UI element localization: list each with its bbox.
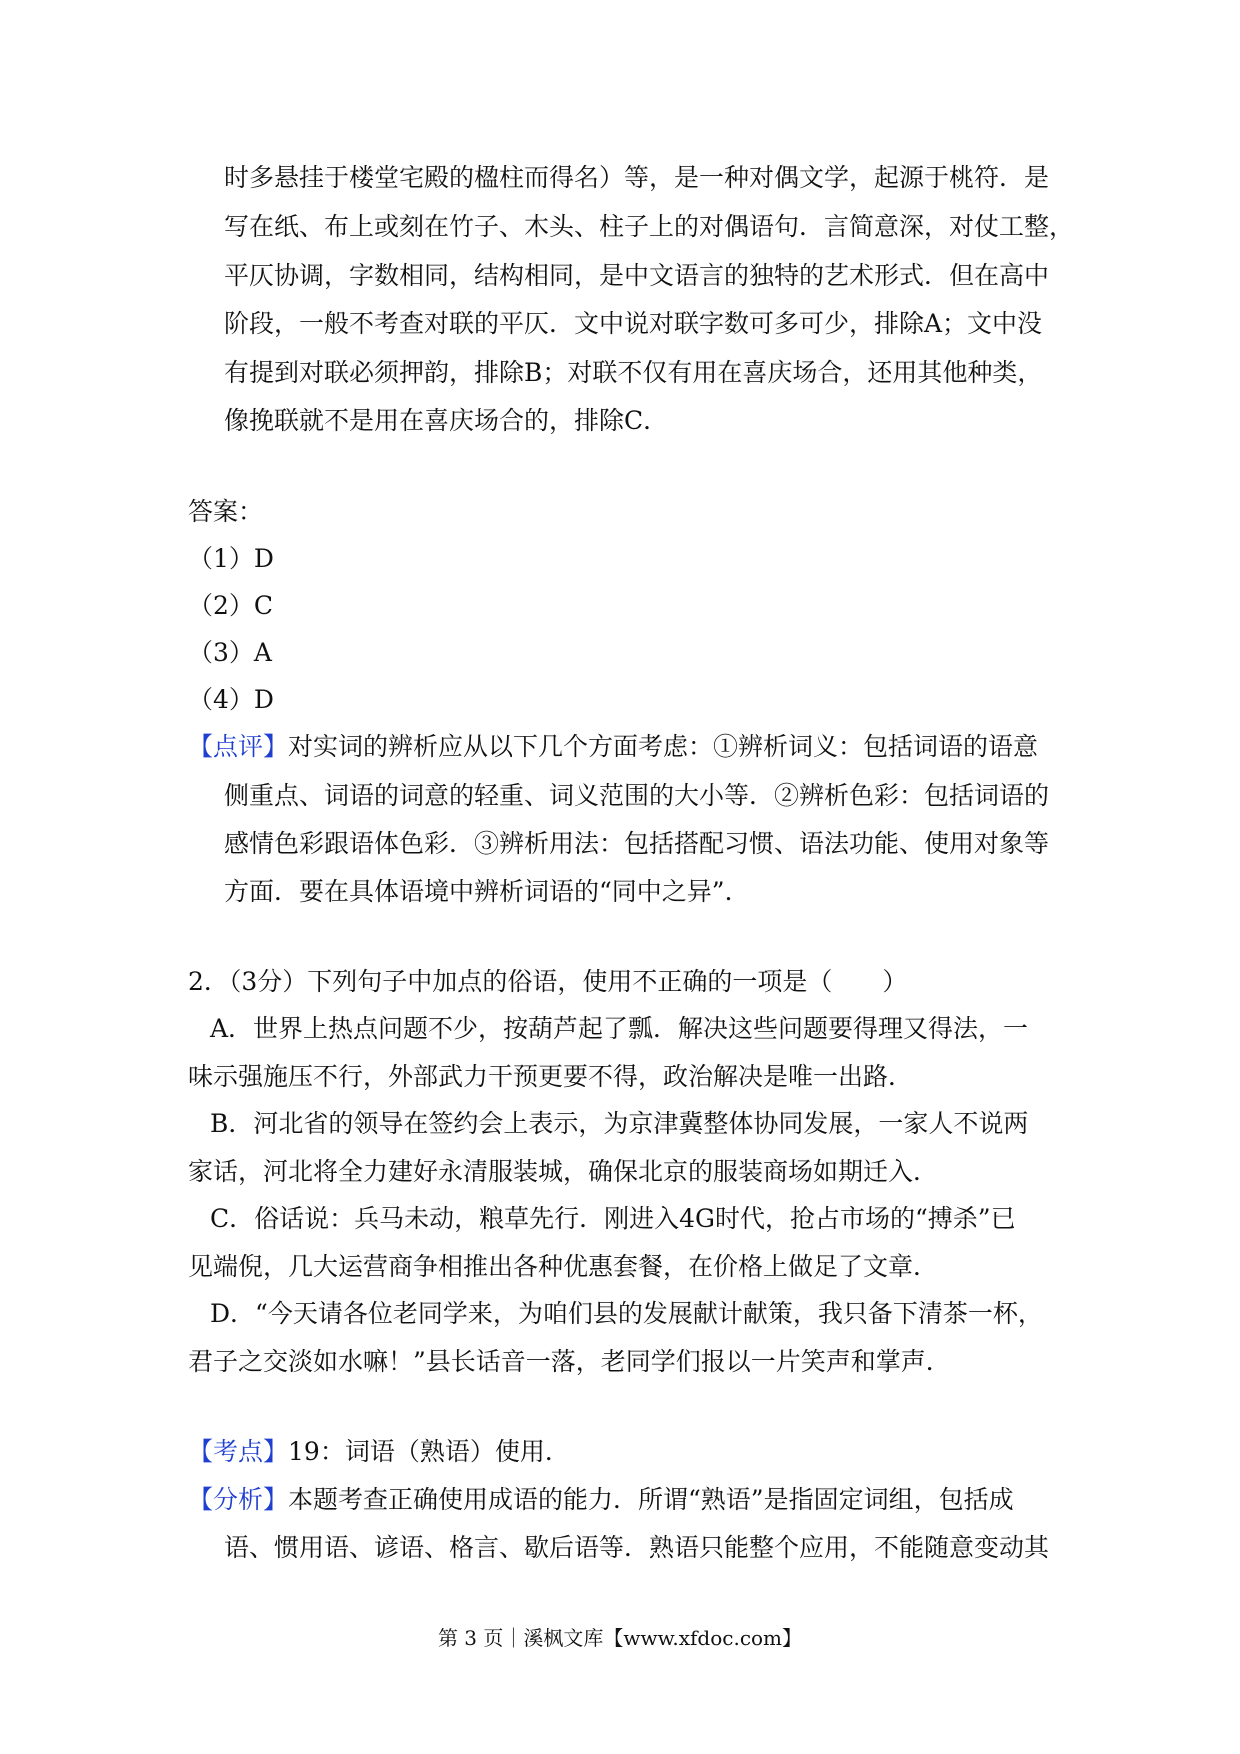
- explanation-line: 时多悬挂于楼堂宅殿的楹柱而得名）等，是一种对偶文学，起源于桃符．是: [224, 163, 1050, 192]
- option-d-line2: 君子之交淡如水嘛！”县长话音一落，老同学们报以一片笑声和掌声．: [188, 1347, 951, 1376]
- comment-first-line: [188, 731, 1038, 763]
- fenxi-line: 语、惯用语、谚语、格言、歇后语等．熟语只能整个应用，不能随意变动其: [224, 1533, 1050, 1562]
- option-a-line1: A．世界上热点问题不少，按葫芦起了瓢．解决这些问题要得理又得法，一: [210, 1014, 1029, 1043]
- option-a-line2: 味示强施压不行，外部武力干预更要不得，政治解决是唯一出路．: [188, 1062, 914, 1091]
- comment-line: 感情色彩跟语体色彩．③辨析用法：包括搭配习惯、语法功能、使用对象等: [224, 829, 1050, 858]
- comment-tag: 【点评】: [188, 732, 289, 761]
- answer-item: （4）D: [188, 685, 274, 714]
- comment-line: 方面．要在具体语境中辨析词语的“同中之异”．: [224, 877, 750, 906]
- explanation-line: 平仄协调，字数相同，结构相同，是中文语言的独特的艺术形式．但在高中: [224, 261, 1050, 290]
- option-b-line2: 家话，河北将全力建好永清服装城，确保北京的服装商场如期迁入．: [188, 1157, 939, 1186]
- option-d-line1: D．“今天请各位老同学来，为咱们县的发展献计献策，我只备下清茶一杯，: [210, 1299, 1043, 1328]
- kaodian-text: 19：词语（熟语）使用．: [288, 1437, 570, 1466]
- answer-item: （1）D: [188, 544, 274, 573]
- option-c-line2: 见端倪，几大运营商争相推出各种优惠套餐，在价格上做足了文章．: [188, 1252, 939, 1281]
- explanation-line: 写在纸、布上或刻在竹子、木头、柱子上的对偶语句．言简意深，对仗工整，: [224, 212, 1075, 241]
- kaodian-line: [188, 1436, 570, 1468]
- explanation-line: 阶段，一般不考查对联的平仄．文中说对联字数可多可少，排除A；文中没: [224, 309, 1043, 338]
- answer-label: 答案：: [188, 497, 264, 526]
- comment-line: 侧重点、词语的词意的轻重、词义范围的大小等．②辨析色彩：包括词语的: [224, 781, 1050, 810]
- fenxi-text: 本题考查正确使用成语的能力．所谓“熟语”是指固定词组，包括成: [288, 1485, 1014, 1514]
- option-c-line1: C．俗话说：兵马未动，粮草先行．刚进入4G时代，抢占市场的“搏杀”已: [210, 1204, 1016, 1233]
- explanation-line: 有提到对联必须押韵，排除B；对联不仅有用在喜庆场合，还用其他种类，: [224, 358, 1043, 387]
- page-footer: 第 3 页｜溪枫文库【www.xfdoc.com】: [437, 1626, 803, 1650]
- fenxi-tag: 【分析】: [188, 1485, 289, 1514]
- kaodian-tag: 【考点】: [188, 1437, 289, 1466]
- explanation-line: 像挽联就不是用在喜庆场合的，排除C．: [224, 406, 669, 435]
- question-stem: 2．（3分）下列句子中加点的俗语，使用不正确的一项是（ ）: [188, 967, 908, 996]
- answer-item: （2）C: [188, 591, 274, 620]
- comment-text: 对实词的辨析应从以下几个方面考虑：①辨析词义：包括词语的语意: [288, 732, 1039, 761]
- answer-item: （3）A: [188, 638, 272, 667]
- option-b-line1: B．河北省的领导在签约会上表示，为京津冀整体协同发展，一家人不说两: [210, 1109, 1029, 1138]
- fenxi-first-line: [188, 1484, 1014, 1516]
